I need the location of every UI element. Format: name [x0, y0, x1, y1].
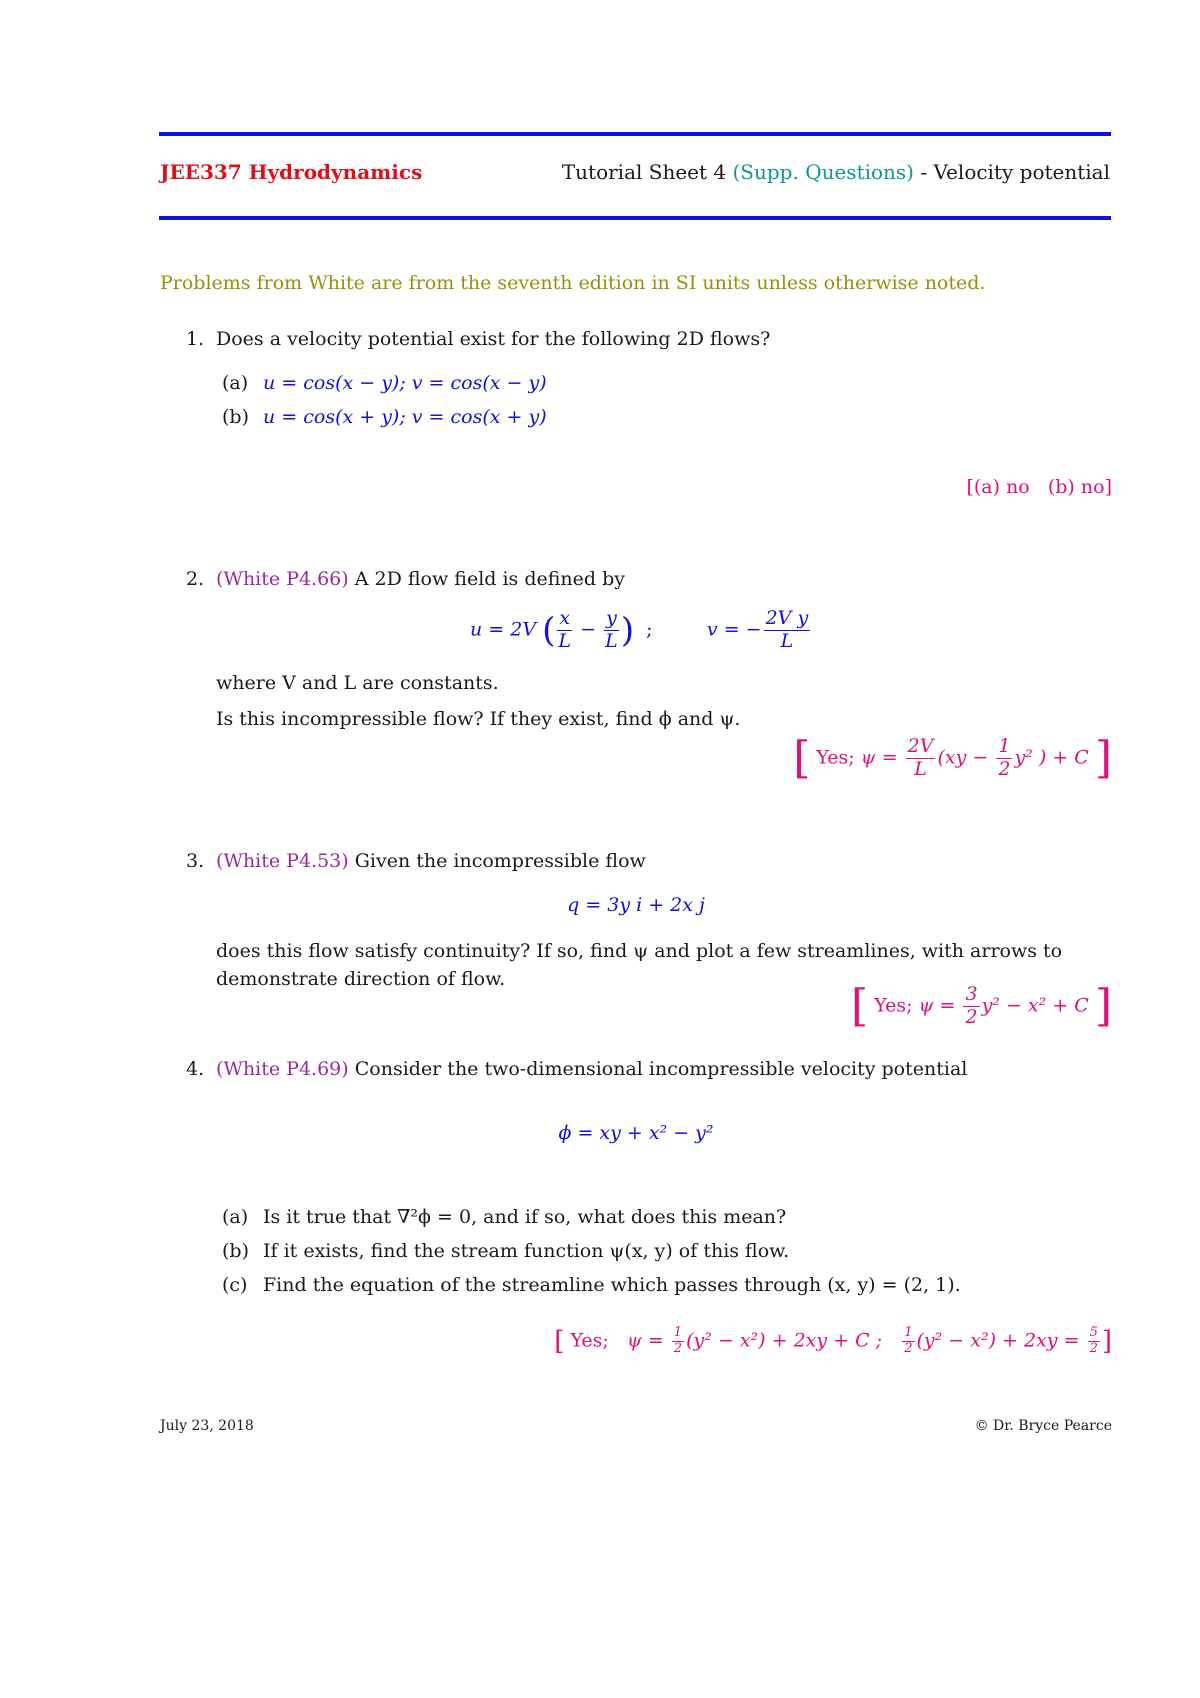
q4-b-text: If it exists, find the stream function ψ(x, y) of this flow. [263, 1240, 790, 1262]
q3-answer-tail: y² − x² + C [981, 994, 1089, 1017]
q2-answer-mid: (xy − [937, 746, 989, 769]
q4-answer-yes: Yes; [570, 1329, 609, 1352]
q3-reference: (White P4.53) [216, 850, 349, 872]
header-top-rule [159, 132, 1111, 136]
q4-prompt [216, 1058, 967, 1080]
q4-number: 4. [186, 1058, 205, 1080]
header-bottom-rule [159, 216, 1111, 220]
q2-ask: Is this incompressible flow? If they exist, find ϕ and ψ. [216, 708, 741, 730]
q3-line2: demonstrate direction of flow. [216, 968, 506, 990]
footer-author: © Dr. Bryce Pearce [974, 1418, 1112, 1434]
q4-a-text: Is it true that ∇²ϕ = 0, and if so, what does this mean? [263, 1206, 787, 1228]
sheet-suffix: - Velocity potential [920, 160, 1110, 184]
q3-answer-num: 3 [965, 983, 978, 1005]
q1-answer-text: (a) no (b) no [973, 476, 1105, 498]
q4-b-label: (b) [222, 1240, 249, 1262]
q4-five-den: 2 [1089, 1340, 1098, 1356]
q4-half-den-1: 2 [673, 1340, 683, 1356]
course-title: JEE337 Hydrodynamics [160, 160, 423, 184]
q3-prompt [216, 850, 646, 872]
q3-equation: q = 3y i + 2x j [567, 894, 705, 916]
q1-b-equation: u = cos(x + y); v = cos(x + y) [263, 406, 547, 428]
q2-answer-yes: Yes; [816, 746, 855, 769]
q1-a-label: (a) [222, 372, 249, 394]
q2-equation: u = 2V ( $\frac{x}{L}$ − $\frac{y}{L}$ ) ; v = − $\frac{\text{2V y}}{L}$ [470, 607, 809, 652]
q2-answer-den: L [914, 757, 927, 780]
q4-half-den-2: 2 [904, 1340, 913, 1356]
q3-text: Given the incompressible flow [354, 850, 646, 872]
q3-answer-yes: Yes; [874, 994, 913, 1017]
footer-date: July 23, 2018 [160, 1418, 254, 1434]
q4-a-label: (a) [222, 1206, 249, 1228]
q4-equation: ϕ = xy + x² − y² [558, 1122, 714, 1144]
q4-answer-part3: (y² − x²) + 2xy = [916, 1329, 1080, 1352]
q2-answer-tail: y² ) + C [1014, 746, 1089, 769]
q4-half-num-2: 1 [904, 1325, 913, 1340]
q4-c-label: (c) [222, 1274, 248, 1296]
q4-answer-part1: ψ = [626, 1329, 664, 1352]
q4-answer: [ Yes; ψ = $\frac{1}{2}$ (y² − x²) + 2xy + C ; $\frac{1}{2}$ (y² − x²) + 2xy = $\frac{5}{2}$ ] [554, 1325, 1112, 1357]
q2-prompt [216, 568, 625, 590]
q3-line1: does this flow satisfy continuity? If so, find ψ and plot a few streamlines, with arrows to [216, 940, 1063, 962]
q1-b-label: (b) [222, 406, 249, 428]
q2-answer: [ Yes; ψ = $\frac{2V}{L}$ (xy − $\frac{1}{2}$ y² ) + C ] [793, 732, 1112, 784]
q2-where: where V and L are constants. [216, 672, 499, 694]
q2-number: 2. [186, 568, 205, 590]
q2-text: A 2D flow field is defined by [354, 568, 625, 590]
sheet-supp: (Supp. Questions) [732, 160, 914, 184]
q1-number: 1. [186, 328, 205, 350]
q2-reference: (White P4.66) [216, 568, 349, 590]
q4-answer-part2: (y² − x²) + 2xy + C ; [686, 1329, 883, 1352]
intro-note: Problems from White are from the seventh edition in SI units unless otherwise noted. [160, 272, 986, 294]
q4-c-text: Find the equation of the streamline which passes through (x, y) = (2, 1). [263, 1274, 961, 1296]
q4-text: Consider the two-dimensional incompressible velocity potential [354, 1058, 968, 1080]
q4-reference: (White P4.69) [216, 1058, 349, 1080]
sheet-title [562, 160, 1110, 184]
q3-answer: [ Yes; ψ = $\frac{3}{2}$ y² − x² + C ] [851, 980, 1112, 1032]
q3-answer-den: 2 [965, 1005, 978, 1028]
q2-answer-lhs: ψ = [860, 746, 898, 769]
q2-answer-half-num: 1 [998, 735, 1011, 757]
q1-a-equation: u = cos(x − y); v = cos(x − y) [263, 372, 547, 394]
q1-answer: [(a) no (b) no] [966, 476, 1112, 498]
q3-answer-lhs: ψ = [918, 994, 956, 1017]
q2-answer-half-den: 2 [998, 757, 1011, 780]
q4-five-num: 5 [1089, 1325, 1098, 1340]
q2-answer-num: 2V [907, 735, 934, 757]
q3-number: 3. [186, 850, 205, 872]
q4-half-num-1: 1 [673, 1325, 683, 1340]
sheet-prefix: Tutorial Sheet 4 [561, 160, 727, 184]
q1-text: Does a velocity potential exist for the following 2D flows? [216, 328, 771, 350]
